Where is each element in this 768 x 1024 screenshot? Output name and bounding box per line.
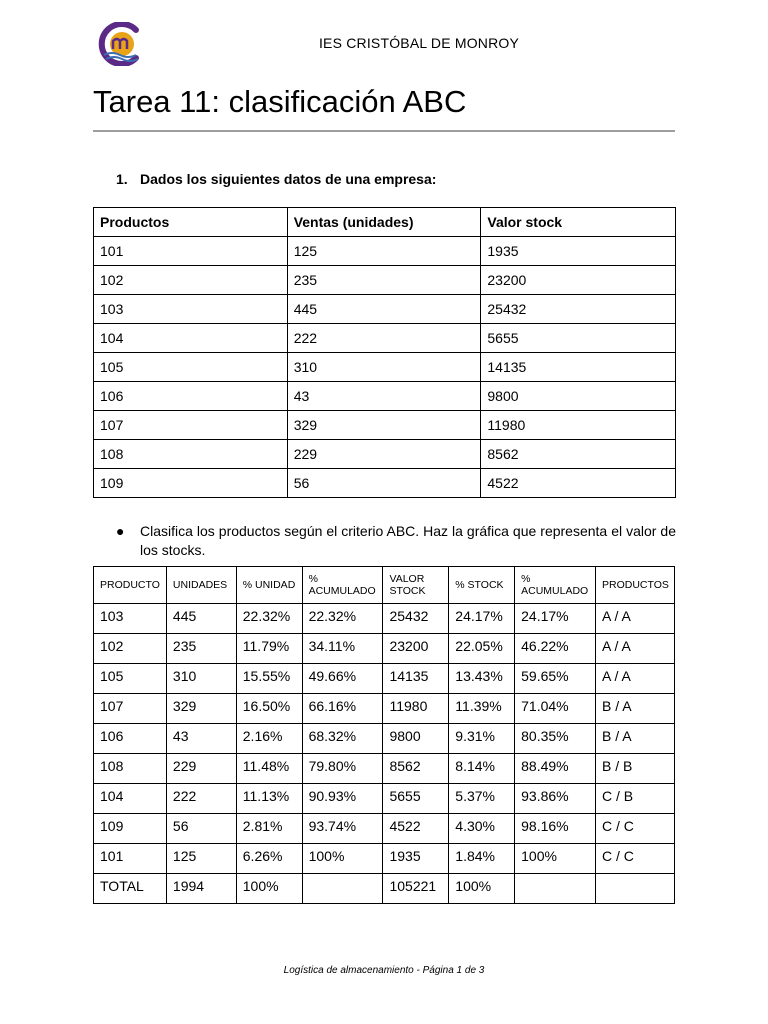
table-cell: 25432 <box>481 295 676 324</box>
question-text: Dados los siguientes datos de una empresa: <box>140 171 437 187</box>
table-header-row <box>94 208 676 237</box>
table-cell: 88.49% <box>515 754 596 784</box>
table-cell: 103 <box>94 604 167 634</box>
table-cell: 8562 <box>481 440 676 469</box>
table-cell: A / A <box>596 664 675 694</box>
table-cell <box>302 874 383 904</box>
table-cell: 105 <box>94 353 288 382</box>
table-cell: 229 <box>166 754 236 784</box>
table-cell: 329 <box>166 694 236 724</box>
table-cell: 102 <box>94 266 288 295</box>
page-footer: Logística de almacenamiento - Página 1 de 3 <box>283 965 485 976</box>
table-cell: 11.48% <box>236 754 302 784</box>
table-cell: 106 <box>94 382 288 411</box>
table-row <box>94 694 675 724</box>
table-cell: 49.66% <box>302 664 383 694</box>
table-cell: C / B <box>596 784 675 814</box>
table-cell: 56 <box>166 814 236 844</box>
table-row <box>94 382 676 411</box>
table-cell: 43 <box>287 382 481 411</box>
table-cell: 1994 <box>166 874 236 904</box>
table-cell: 100% <box>515 844 596 874</box>
table-cell: 14135 <box>481 353 676 382</box>
table-cell: 43 <box>166 724 236 754</box>
table-row <box>94 266 676 295</box>
table-cell: 107 <box>94 694 167 724</box>
table-cell <box>596 874 675 904</box>
question-1 <box>116 171 436 187</box>
table-row <box>94 814 675 844</box>
column-header: UNIDADES <box>166 567 236 604</box>
table-cell: B / B <box>596 754 675 784</box>
table-cell: 15.55% <box>236 664 302 694</box>
table-cell: 4522 <box>383 814 449 844</box>
table-cell: 9800 <box>383 724 449 754</box>
table-cell: 229 <box>287 440 481 469</box>
table-cell: 1.84% <box>449 844 515 874</box>
products-data-table <box>93 207 676 498</box>
table-cell: 108 <box>94 754 167 784</box>
column-header: PRODUCTOS <box>596 567 675 604</box>
title-divider <box>93 130 675 132</box>
table-row <box>94 664 675 694</box>
table-cell: 100% <box>236 874 302 904</box>
table-cell: 235 <box>287 266 481 295</box>
table-row <box>94 844 675 874</box>
table-row <box>94 440 676 469</box>
table-cell: 100% <box>302 844 383 874</box>
table-cell: 105221 <box>383 874 449 904</box>
table-cell: 1935 <box>383 844 449 874</box>
table-cell: 2.16% <box>236 724 302 754</box>
table-cell: 108 <box>94 440 288 469</box>
table-row <box>94 604 675 634</box>
table-row <box>94 295 676 324</box>
table-row <box>94 784 675 814</box>
table-cell: 80.35% <box>515 724 596 754</box>
table-cell: 445 <box>166 604 236 634</box>
table-cell: 56 <box>287 469 481 498</box>
table-cell: 100% <box>449 874 515 904</box>
column-header: VALOR STOCK <box>383 567 449 604</box>
column-header: % STOCK <box>449 567 515 604</box>
table-cell: 2.81% <box>236 814 302 844</box>
table-cell: 125 <box>287 237 481 266</box>
table-cell: 11980 <box>481 411 676 440</box>
question-number: 1. <box>116 171 128 187</box>
table-cell: 8562 <box>383 754 449 784</box>
table-cell: A / A <box>596 634 675 664</box>
table-cell: 101 <box>94 844 167 874</box>
table-cell: 68.32% <box>302 724 383 754</box>
table-cell: 16.50% <box>236 694 302 724</box>
column-header: % ACUMULADO <box>302 567 383 604</box>
table-cell: 222 <box>166 784 236 814</box>
table-cell: C / C <box>596 814 675 844</box>
table-cell: 1935 <box>481 237 676 266</box>
table-cell: 14135 <box>383 664 449 694</box>
table-row <box>94 874 675 904</box>
table-cell: 9.31% <box>449 724 515 754</box>
table-cell: 22.32% <box>302 604 383 634</box>
table-cell: 93.74% <box>302 814 383 844</box>
table-cell: 59.65% <box>515 664 596 694</box>
table-cell: 6.26% <box>236 844 302 874</box>
table-row <box>94 411 676 440</box>
table-cell: 104 <box>94 324 288 353</box>
table-row <box>94 324 676 353</box>
table-cell: 9800 <box>481 382 676 411</box>
table-cell: TOTAL <box>94 874 167 904</box>
table-cell <box>515 874 596 904</box>
table-cell: 310 <box>287 353 481 382</box>
table-cell: A / A <box>596 604 675 634</box>
table-cell: C / C <box>596 844 675 874</box>
table-cell: B / A <box>596 694 675 724</box>
column-header: Valor stock <box>481 208 676 237</box>
table-cell: 5655 <box>481 324 676 353</box>
table-cell: 24.17% <box>449 604 515 634</box>
school-name: IES CRISTÓBAL DE MONROY <box>318 35 520 51</box>
table-cell: 93.86% <box>515 784 596 814</box>
table-cell: 109 <box>94 814 167 844</box>
table-cell: 25432 <box>383 604 449 634</box>
table-cell: 103 <box>94 295 288 324</box>
table-cell: 23200 <box>383 634 449 664</box>
table-cell: 5655 <box>383 784 449 814</box>
table-cell: 445 <box>287 295 481 324</box>
table-cell: 22.32% <box>236 604 302 634</box>
table-cell: 24.17% <box>515 604 596 634</box>
table-row <box>94 469 676 498</box>
table-row <box>94 634 675 664</box>
column-header: Ventas (unidades) <box>287 208 481 237</box>
table-row <box>94 724 675 754</box>
table-row <box>94 353 676 382</box>
table-cell: 46.22% <box>515 634 596 664</box>
table-cell: 23200 <box>481 266 676 295</box>
table-cell: 66.16% <box>302 694 383 724</box>
table-cell: 105 <box>94 664 167 694</box>
table-cell: B / A <box>596 724 675 754</box>
column-header: % UNIDAD <box>236 567 302 604</box>
bullet-icon: ● <box>116 523 125 539</box>
table-cell: 11980 <box>383 694 449 724</box>
table-cell: 71.04% <box>515 694 596 724</box>
table-cell: 222 <box>287 324 481 353</box>
table-cell: 125 <box>166 844 236 874</box>
table-row <box>94 754 675 784</box>
instruction-text: Clasifica los productos según el criterio ABC. Haz la gráfica que representa el valor de los stocks. <box>140 523 676 558</box>
table-header-row <box>94 567 675 604</box>
instruction-bullet <box>116 522 676 560</box>
table-cell: 109 <box>94 469 288 498</box>
table-cell: 98.16% <box>515 814 596 844</box>
page-title: Tarea 11: clasificación ABC <box>93 84 467 119</box>
table-cell: 235 <box>166 634 236 664</box>
table-cell: 4522 <box>481 469 676 498</box>
table-cell: 329 <box>287 411 481 440</box>
table-cell: 310 <box>166 664 236 694</box>
table-cell: 102 <box>94 634 167 664</box>
table-cell: 34.11% <box>302 634 383 664</box>
table-cell: 22.05% <box>449 634 515 664</box>
column-header: Productos <box>94 208 288 237</box>
table-cell: 79.80% <box>302 754 383 784</box>
column-header: % ACUMULADO <box>515 567 596 604</box>
table-cell: 13.43% <box>449 664 515 694</box>
table-row <box>94 237 676 266</box>
table-cell: 11.39% <box>449 694 515 724</box>
table-cell: 11.13% <box>236 784 302 814</box>
table-cell: 4.30% <box>449 814 515 844</box>
table-cell: 101 <box>94 237 288 266</box>
table-cell: 104 <box>94 784 167 814</box>
table-cell: 106 <box>94 724 167 754</box>
table-cell: 11.79% <box>236 634 302 664</box>
table-cell: 8.14% <box>449 754 515 784</box>
abc-classification-table <box>93 566 675 904</box>
table-cell: 107 <box>94 411 288 440</box>
table-cell: 5.37% <box>449 784 515 814</box>
column-header: PRODUCTO <box>94 567 167 604</box>
table-cell: 90.93% <box>302 784 383 814</box>
